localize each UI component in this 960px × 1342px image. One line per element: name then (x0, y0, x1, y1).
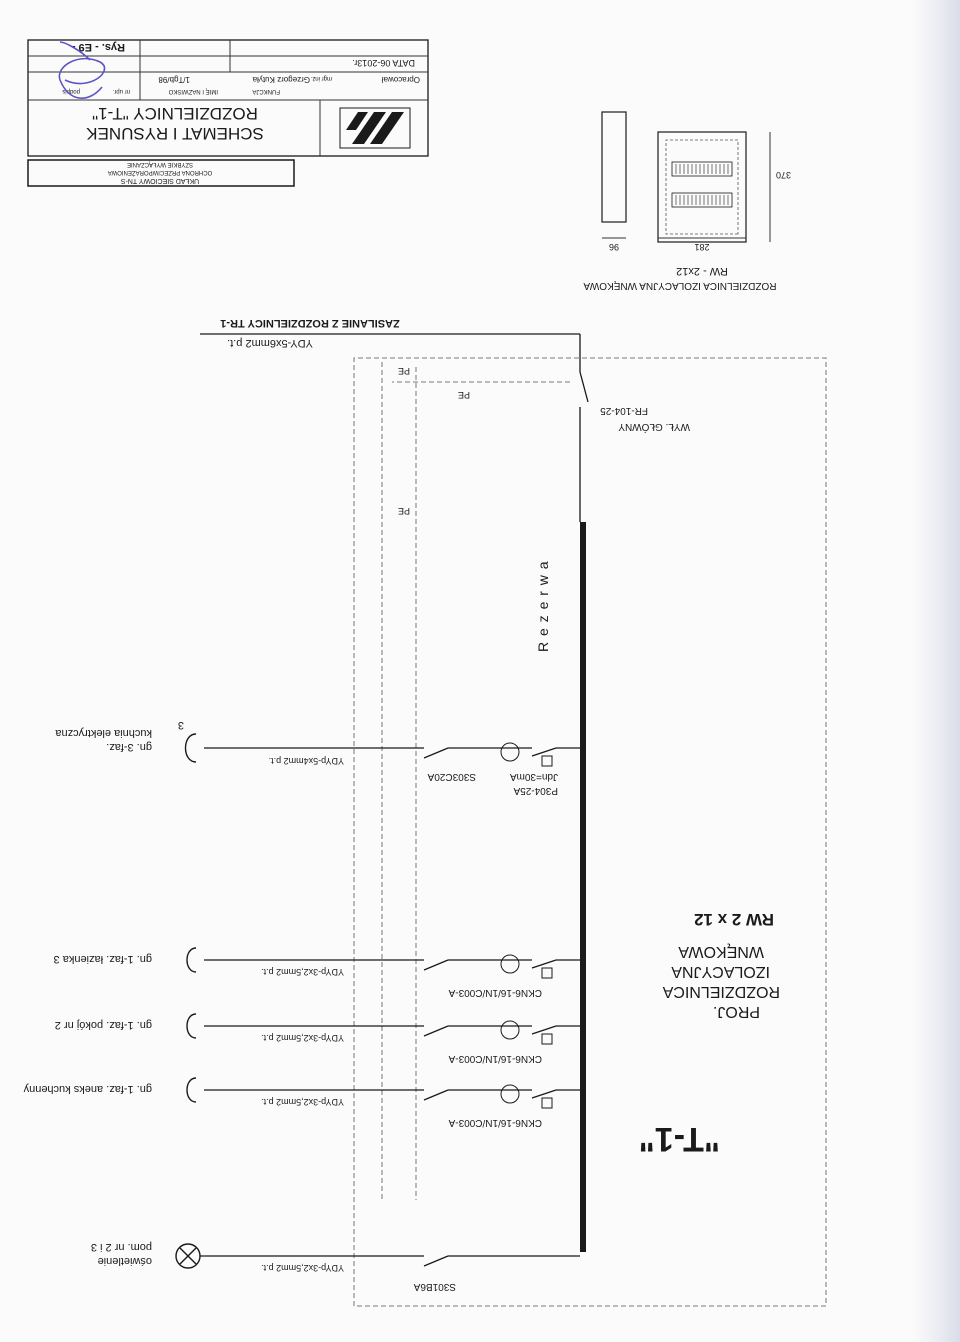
title-podpis-label: podpis (62, 88, 80, 94)
circuit-4-cable: YDYp-3x2,5mm2 p.t. (261, 1263, 344, 1273)
company-logo (340, 108, 410, 148)
din-rail-top (672, 193, 732, 207)
rcbo-contact (532, 960, 556, 968)
supply-cable: YDY-5x6mm2 p.t. (227, 337, 313, 349)
rcbo-toroid-icon (501, 1085, 519, 1103)
title-author: Grzegorz Kutyła (252, 75, 310, 84)
main-switch-contact (580, 372, 588, 402)
network-system-line3: SZYBKIE WYŁĄCZANIE (126, 161, 194, 167)
title-mgr-inz: mgr inż. (310, 75, 332, 81)
busbar (535, 522, 586, 1252)
enclosure-height-dim: 370 (776, 170, 792, 180)
circuit-0-rcd-sens: Jdn=30mA (509, 771, 558, 782)
title-date: DATA 06-2013r. (352, 58, 415, 68)
title-nr-upr-label: nr upr. (112, 88, 130, 94)
circuit-0-cable: YDYp-5x4mm2 p.t. (268, 756, 344, 766)
title-imie-label: IMIĘ I NAZWISKO (168, 88, 218, 94)
circuit-socket-aneks (23, 1078, 580, 1128)
circuit-0-load1: gn. 3-faz. (106, 741, 152, 753)
main-switch-model: FR-104-25 (600, 405, 648, 416)
enclosure-width-dim: 281 (694, 242, 710, 252)
lamp-icon (176, 1244, 200, 1268)
circuit-3-cable: YDYp-3x2,5mm2 p.t. (261, 1097, 344, 1107)
rcd-test-icon (542, 756, 552, 766)
circuit-2-breaker: CKN6-16/1N/C003-A (448, 1053, 542, 1064)
circuit-2-cable: YDYp-3x2,5mm2 p.t. (261, 1033, 344, 1043)
rcd-toroid-icon (501, 743, 519, 761)
circuit-socket-pokoj (55, 1014, 580, 1064)
enclosure-drawing (583, 112, 791, 291)
proj-line5: RW 2 x 12 (693, 910, 774, 929)
board-titles (639, 910, 780, 1158)
pe-label-1: PE (457, 390, 470, 400)
main-switch (382, 334, 690, 1200)
circuit-2-load1: gn. 1-faz. pokój nr 2 (54, 1019, 152, 1031)
board-big-title: "T-1" (638, 1120, 720, 1158)
title-opracowal: Opracował (381, 75, 420, 84)
circuit-1-breaker: CKN6-16/1N/C003-A (448, 987, 542, 998)
rcbo-toroid-icon (501, 955, 519, 973)
din-rail-bottom (672, 162, 732, 176)
enclosure-depth-dim: 96 (608, 242, 620, 252)
rcbo-test-icon (542, 1098, 552, 1108)
title-heading-line2: ROZDZIELNICY "T-1" (92, 104, 258, 123)
proj-line3: IZOLACYJNA (671, 963, 770, 980)
busbar-reserve-label: R e z e r w a (535, 560, 551, 652)
supply-label: ZASILANIE Z ROZDZIELNICY TR-1 (220, 317, 400, 329)
network-system-line1: UKŁAD SIECIOWY TN-S (120, 177, 200, 184)
circuit-4-breaker: S301B6A (413, 1281, 456, 1292)
circuit-3-load1: gn. 1-faz. aneks kuchenny (23, 1083, 152, 1095)
enclosure-title: ROZDZIELNICA IZOLACYJNA WNĘKOWA (583, 280, 777, 291)
proj-line1: PROJ. (712, 1003, 760, 1020)
title-permit-no: 1/Tgb/98 (158, 75, 190, 84)
title-block (28, 40, 428, 156)
circuit-0-breaker: S303C20A (427, 771, 476, 782)
distribution-board-outline (354, 358, 826, 1306)
supply-feed (200, 317, 580, 349)
circuit-4-load1: oświetlenie (97, 1255, 152, 1267)
socket-1phase-icon (187, 948, 196, 972)
circuit-1-cable: YDYp-3x2,5mm2 p.t. (261, 967, 344, 977)
pe-label-3: PE (397, 506, 410, 516)
title-heading-line1: SCHEMAT I RYSUNEK (86, 124, 264, 143)
circuit-lighting (91, 1241, 580, 1292)
circuit-0-rcd: P304-25A (513, 785, 558, 796)
socket-1phase-icon (187, 1078, 196, 1102)
socket-1phase-icon (187, 1014, 196, 1038)
title-drawing-no: Rys. - E9 - (71, 41, 125, 53)
title-funkcja-label: FUNKCJA (252, 88, 280, 94)
main-switch-label: WYŁ. GŁÓWNY (618, 421, 690, 432)
pe-label-2: PE (397, 366, 410, 376)
circuit-0-load2: kuchnia elektryczna (55, 727, 152, 739)
breaker-contact (424, 748, 448, 758)
scan-shadow-edge (912, 0, 960, 1342)
rcbo-test-icon (542, 1034, 552, 1044)
network-system-box (28, 160, 294, 186)
network-system-line2: OCHRONA PRZECIWPORAŻENIOWA (107, 169, 213, 175)
circuit-3-breaker: CKN6-16/1N/C003-A (448, 1117, 542, 1128)
circuit-4-load2: pom. nr 2 i 3 (90, 1241, 152, 1253)
circuit-socket-lazienka (54, 948, 580, 998)
socket-3phase-icon (186, 734, 197, 762)
rcbo-test-icon (542, 968, 552, 978)
circuit-1-load1: gn. 1-faz. łazienka 3 (53, 953, 152, 965)
enclosure-model: RW - 2x12 (676, 265, 728, 277)
proj-line4: WNĘKOWA (678, 943, 764, 960)
rcd-contact (532, 748, 556, 756)
circuit-0-symbol: 3 (177, 719, 184, 731)
rcbo-toroid-icon (501, 1021, 519, 1039)
proj-line2: ROZDZIELNICA (662, 983, 780, 1000)
circuit-3phase-kitchen (55, 719, 580, 796)
